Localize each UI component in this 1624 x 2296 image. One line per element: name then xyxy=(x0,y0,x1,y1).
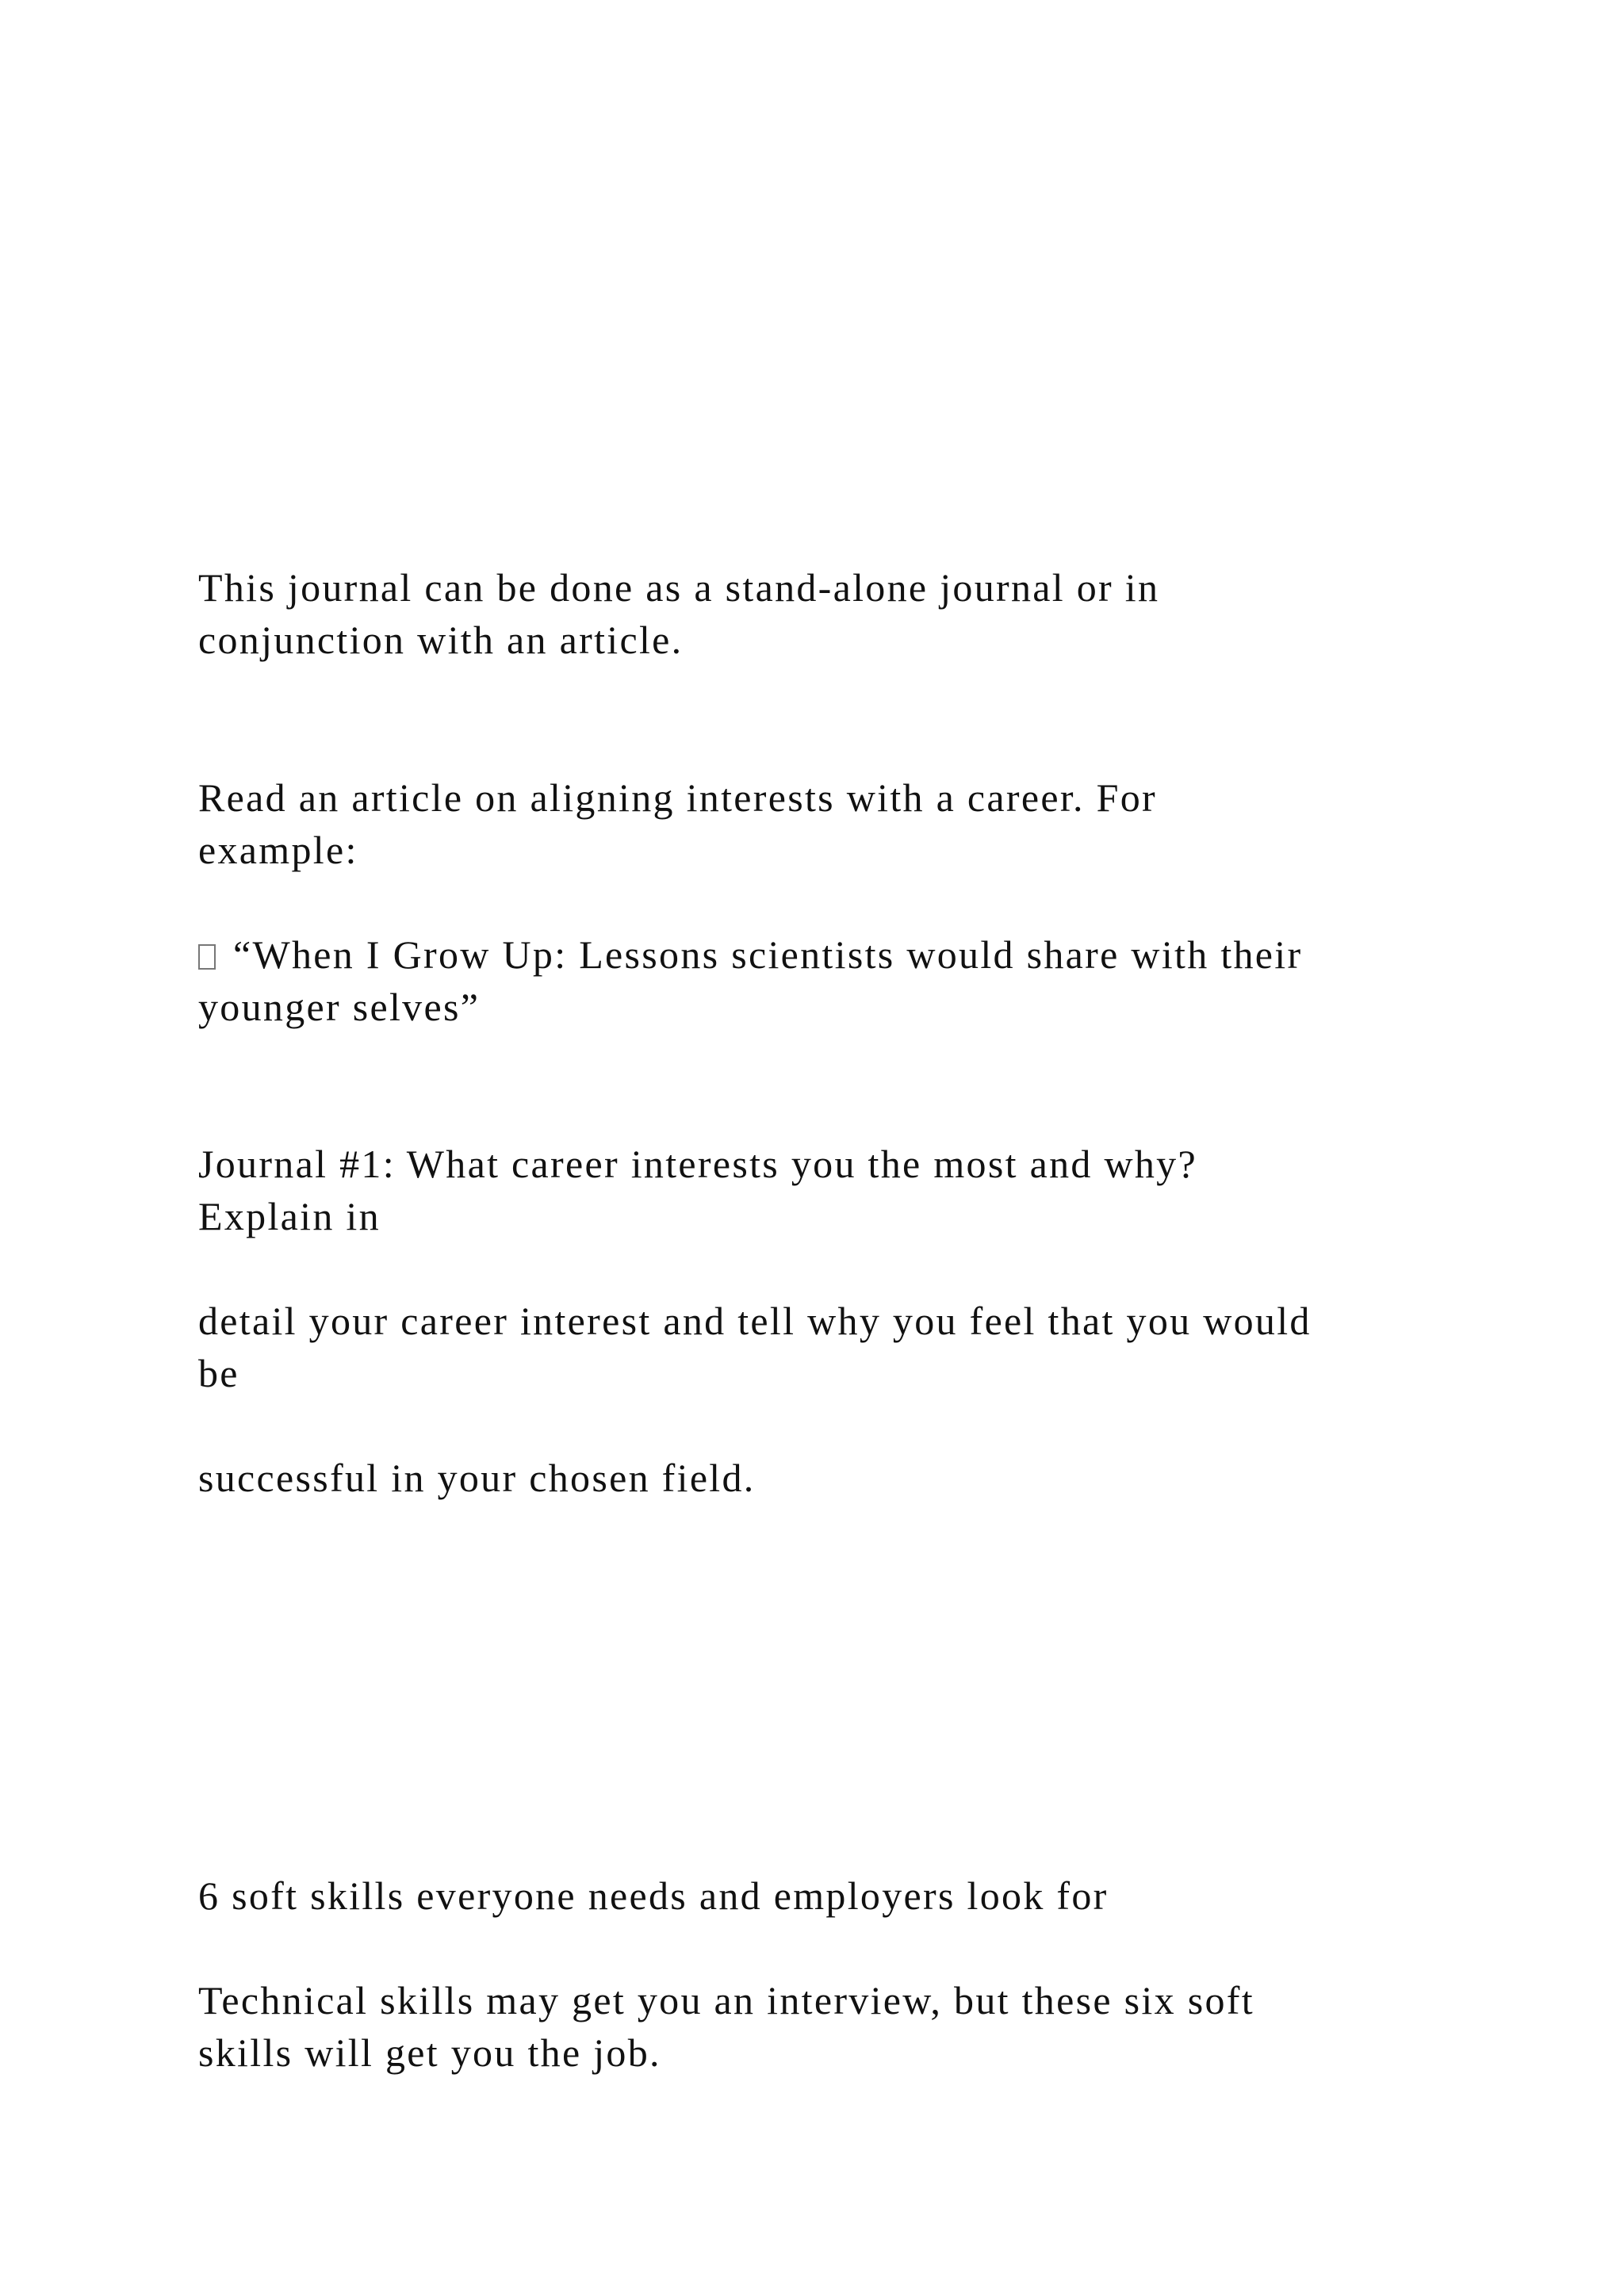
intro-line-2: conjunction with an article. xyxy=(198,618,684,662)
journal-prompt-line-4: be xyxy=(198,1351,239,1395)
intro-line-1: This journal can be done as a stand-alone journal or in xyxy=(198,565,1160,610)
soft-skills-heading: 6 soft skills everyone needs and employers look for xyxy=(198,1873,1109,1918)
instruction-line-1: Read an article on aligning interests with a career. For xyxy=(198,775,1157,820)
bullet-line-1 xyxy=(198,928,1302,981)
journal-prompt-line-5: successful in your chosen field. xyxy=(198,1456,756,1500)
soft-skills-line-2: skills will get you the job. xyxy=(198,2030,661,2075)
soft-skills-line-1: Technical skills may get you an interview, but these six soft xyxy=(198,1978,1254,2022)
journal-prompt-line-1: Journal #1: What career interests you the most and why? xyxy=(198,1142,1197,1186)
article-title-line-1: “When I Grow Up: Lessons scientists would share with their xyxy=(233,932,1303,977)
missing-glyph-box-icon xyxy=(198,944,216,970)
article-title-line-2: younger selves” xyxy=(198,985,481,1029)
journal-prompt-line-3: detail your career interest and tell why you feel that you would xyxy=(198,1299,1312,1343)
instruction-line-2: example: xyxy=(198,828,358,872)
journal-prompt-line-2: Explain in xyxy=(198,1194,381,1238)
